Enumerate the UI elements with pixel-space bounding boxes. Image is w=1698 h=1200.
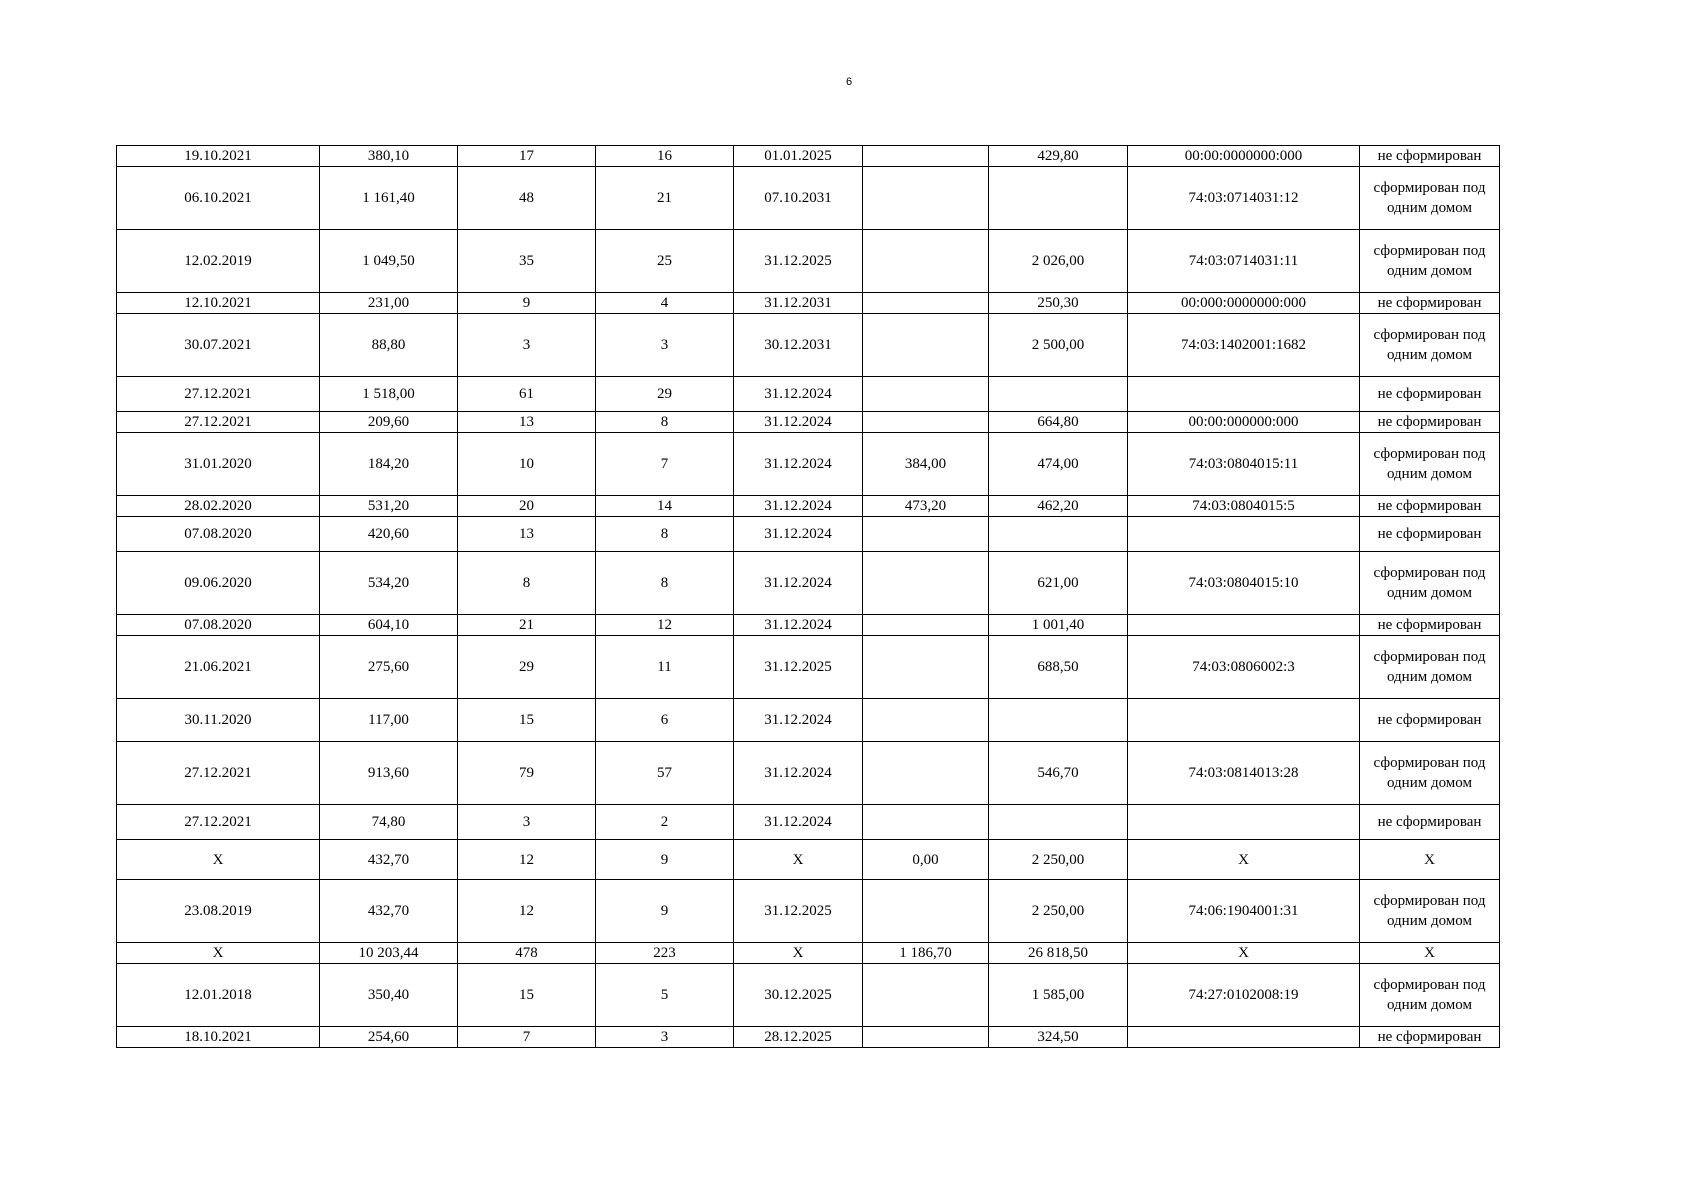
table-cell: 9 (596, 880, 734, 943)
data-table (116, 145, 1500, 1048)
table-cell: сформирован под одним домом (1360, 167, 1500, 230)
table-cell: 27.12.2021 (117, 805, 320, 840)
table-cell: 61 (458, 377, 596, 412)
page-number: 6 (845, 76, 853, 88)
table-cell: 31.12.2024 (734, 742, 863, 805)
table-cell: 380,10 (320, 146, 458, 167)
table-cell: 1 001,40 (989, 615, 1128, 636)
table-cell: 0,00 (863, 840, 989, 880)
table-cell: 35 (458, 230, 596, 293)
table-cell (863, 805, 989, 840)
table-row (117, 805, 1500, 840)
table-cell: 462,20 (989, 496, 1128, 517)
table-cell: 604,10 (320, 615, 458, 636)
table-cell: 31.12.2025 (734, 880, 863, 943)
table-cell (863, 517, 989, 552)
table-cell: 2 250,00 (989, 840, 1128, 880)
table-cell: 20 (458, 496, 596, 517)
table-cell (1128, 805, 1360, 840)
table-cell (863, 377, 989, 412)
table-cell: 31.12.2024 (734, 615, 863, 636)
table-cell: не сформирован (1360, 293, 1500, 314)
table-cell (1128, 699, 1360, 742)
table-cell: 19.10.2021 (117, 146, 320, 167)
table-cell: 1 049,50 (320, 230, 458, 293)
table-cell: 29 (596, 377, 734, 412)
table-cell: 21.06.2021 (117, 636, 320, 699)
table-row (117, 167, 1500, 230)
table-cell (1128, 1027, 1360, 1048)
table-cell: 26 818,50 (989, 943, 1128, 964)
table-cell: 913,60 (320, 742, 458, 805)
table-cell: 57 (596, 742, 734, 805)
table-cell: 30.12.2025 (734, 964, 863, 1027)
table-cell: 534,20 (320, 552, 458, 615)
table-cell: 231,00 (320, 293, 458, 314)
table-cell: 74:03:0806002:3 (1128, 636, 1360, 699)
table-cell: 7 (458, 1027, 596, 1048)
table-cell: 223 (596, 943, 734, 964)
table-cell: 00:00:000000:000 (1128, 412, 1360, 433)
table-cell: сформирован под одним домом (1360, 742, 1500, 805)
table-cell: 79 (458, 742, 596, 805)
table-cell: 1 518,00 (320, 377, 458, 412)
table-cell: 31.01.2020 (117, 433, 320, 496)
table-cell: 6 (596, 699, 734, 742)
table-row (117, 314, 1500, 377)
table-row (117, 943, 1500, 964)
table-cell: 29 (458, 636, 596, 699)
table-cell (863, 699, 989, 742)
table-cell: 432,70 (320, 840, 458, 880)
table-cell: не сформирован (1360, 496, 1500, 517)
table-cell: X (1360, 840, 1500, 880)
table-cell: 31.12.2024 (734, 433, 863, 496)
table-cell: 31.12.2024 (734, 496, 863, 517)
table-cell: 324,50 (989, 1027, 1128, 1048)
table-cell (1128, 517, 1360, 552)
table-cell: 12.01.2018 (117, 964, 320, 1027)
table-cell: 74:03:1402001:1682 (1128, 314, 1360, 377)
table-cell: 12 (458, 880, 596, 943)
table-cell: 250,30 (989, 293, 1128, 314)
table-cell: не сформирован (1360, 412, 1500, 433)
table-cell: не сформирован (1360, 615, 1500, 636)
table-cell (863, 412, 989, 433)
table-cell: сформирован под одним домом (1360, 230, 1500, 293)
table-row (117, 840, 1500, 880)
table-cell: 13 (458, 517, 596, 552)
table-cell: 2 500,00 (989, 314, 1128, 377)
table-cell (989, 167, 1128, 230)
table-cell: 1 161,40 (320, 167, 458, 230)
table-cell: 3 (458, 805, 596, 840)
table-cell: 621,00 (989, 552, 1128, 615)
table-cell: 10 (458, 433, 596, 496)
table-row (117, 552, 1500, 615)
table-cell: 254,60 (320, 1027, 458, 1048)
table-cell: 74:03:0714031:11 (1128, 230, 1360, 293)
table-row (117, 742, 1500, 805)
table-cell (863, 552, 989, 615)
table-cell: 8 (458, 552, 596, 615)
table-cell: 688,50 (989, 636, 1128, 699)
table-cell: 31.12.2024 (734, 552, 863, 615)
table-cell: 16 (596, 146, 734, 167)
table-cell: 11 (596, 636, 734, 699)
table-cell: 06.10.2021 (117, 167, 320, 230)
table-cell: 30.07.2021 (117, 314, 320, 377)
table-cell: X (1360, 943, 1500, 964)
table-cell: 28.02.2020 (117, 496, 320, 517)
table-cell: 17 (458, 146, 596, 167)
table-cell: 8 (596, 517, 734, 552)
table-cell: 31.12.2024 (734, 412, 863, 433)
table-cell (863, 293, 989, 314)
table-cell: 275,60 (320, 636, 458, 699)
table-row (117, 377, 1500, 412)
table-cell (863, 615, 989, 636)
table-cell: 8 (596, 412, 734, 433)
table-cell: 429,80 (989, 146, 1128, 167)
table-cell: X (1128, 943, 1360, 964)
table-row (117, 293, 1500, 314)
table-cell: 474,00 (989, 433, 1128, 496)
table-cell: 350,40 (320, 964, 458, 1027)
table-row (117, 496, 1500, 517)
table-cell: 384,00 (863, 433, 989, 496)
table-cell: 31.12.2024 (734, 377, 863, 412)
table-cell: 00:00:0000000:000 (1128, 146, 1360, 167)
table-cell: 420,60 (320, 517, 458, 552)
table-cell: 31.12.2031 (734, 293, 863, 314)
table-cell: 3 (596, 1027, 734, 1048)
table-cell: сформирован под одним домом (1360, 636, 1500, 699)
table-cell: 117,00 (320, 699, 458, 742)
table-cell: 12.02.2019 (117, 230, 320, 293)
table-cell: 1 585,00 (989, 964, 1128, 1027)
table-cell: сформирован под одним домом (1360, 964, 1500, 1027)
table-cell: 15 (458, 699, 596, 742)
table-cell: не сформирован (1360, 517, 1500, 552)
table-cell: X (734, 840, 863, 880)
table-cell: 18.10.2021 (117, 1027, 320, 1048)
table-cell (863, 1027, 989, 1048)
table-cell: 9 (596, 840, 734, 880)
table-row (117, 636, 1500, 699)
table-cell: 1 186,70 (863, 943, 989, 964)
table-cell: 31.12.2024 (734, 517, 863, 552)
table-cell: 12 (596, 615, 734, 636)
table-cell (989, 377, 1128, 412)
table-row (117, 880, 1500, 943)
table-cell: 21 (596, 167, 734, 230)
table-cell: 15 (458, 964, 596, 1027)
table-cell: 07.10.2031 (734, 167, 863, 230)
table-cell: 30.11.2020 (117, 699, 320, 742)
table-cell: 07.08.2020 (117, 615, 320, 636)
table-cell: 12.10.2021 (117, 293, 320, 314)
table-cell: 21 (458, 615, 596, 636)
table-cell: 07.08.2020 (117, 517, 320, 552)
table-cell: сформирован под одним домом (1360, 552, 1500, 615)
table-row (117, 412, 1500, 433)
table-cell: 664,80 (989, 412, 1128, 433)
table-cell: сформирован под одним домом (1360, 314, 1500, 377)
table-row (117, 1027, 1500, 1048)
table-cell: 3 (596, 314, 734, 377)
table-cell: не сформирован (1360, 699, 1500, 742)
table-cell: 74:03:0804015:11 (1128, 433, 1360, 496)
table-cell: X (117, 840, 320, 880)
table-cell (863, 230, 989, 293)
table-cell: 2 (596, 805, 734, 840)
table-cell: 31.12.2025 (734, 636, 863, 699)
table-cell: 478 (458, 943, 596, 964)
table-row (117, 517, 1500, 552)
table-cell: 5 (596, 964, 734, 1027)
table-cell (863, 964, 989, 1027)
table-row (117, 615, 1500, 636)
table-cell: 27.12.2021 (117, 742, 320, 805)
table-cell (1128, 615, 1360, 636)
table-row (117, 964, 1500, 1027)
table-cell: 30.12.2031 (734, 314, 863, 377)
table-cell (863, 314, 989, 377)
table-row (117, 433, 1500, 496)
table-cell (989, 805, 1128, 840)
table-cell: 531,20 (320, 496, 458, 517)
table-cell: 74:03:0804015:5 (1128, 496, 1360, 517)
table-cell: 09.06.2020 (117, 552, 320, 615)
table-cell (863, 167, 989, 230)
table-cell: 3 (458, 314, 596, 377)
table-cell: 4 (596, 293, 734, 314)
table-cell: 74:03:0804015:10 (1128, 552, 1360, 615)
table-cell: сформирован под одним домом (1360, 880, 1500, 943)
table-cell: 27.12.2021 (117, 377, 320, 412)
table-cell: 2 026,00 (989, 230, 1128, 293)
table-cell: не сформирован (1360, 146, 1500, 167)
table-cell: 432,70 (320, 880, 458, 943)
table-cell: 31.12.2024 (734, 699, 863, 742)
table-cell: 25 (596, 230, 734, 293)
table-cell (863, 742, 989, 805)
table-cell (989, 699, 1128, 742)
table-cell: X (1128, 840, 1360, 880)
table-cell: 546,70 (989, 742, 1128, 805)
table-cell: 8 (596, 552, 734, 615)
table-cell: 31.12.2024 (734, 805, 863, 840)
table-cell: 2 250,00 (989, 880, 1128, 943)
table-cell (1128, 377, 1360, 412)
table-cell: 48 (458, 167, 596, 230)
table-row (117, 230, 1500, 293)
table-cell: 74:03:0814013:28 (1128, 742, 1360, 805)
table-cell: сформирован под одним домом (1360, 433, 1500, 496)
table-cell: 13 (458, 412, 596, 433)
table-cell (863, 636, 989, 699)
table-cell: не сформирован (1360, 377, 1500, 412)
table-cell: 9 (458, 293, 596, 314)
table-row (117, 699, 1500, 742)
table-cell: 27.12.2021 (117, 412, 320, 433)
table-cell: 74:27:0102008:19 (1128, 964, 1360, 1027)
table-cell: 31.12.2025 (734, 230, 863, 293)
table-cell: 74:06:1904001:31 (1128, 880, 1360, 943)
table-cell: 12 (458, 840, 596, 880)
table-cell: 7 (596, 433, 734, 496)
table-cell: не сформирован (1360, 1027, 1500, 1048)
table-cell: 473,20 (863, 496, 989, 517)
table-cell: 23.08.2019 (117, 880, 320, 943)
table-cell: 01.01.2025 (734, 146, 863, 167)
table-cell: 184,20 (320, 433, 458, 496)
table-cell: 88,80 (320, 314, 458, 377)
table-row (117, 146, 1500, 167)
table-cell: 74:03:0714031:12 (1128, 167, 1360, 230)
table-cell (989, 517, 1128, 552)
table-cell: 74,80 (320, 805, 458, 840)
table-cell: 10 203,44 (320, 943, 458, 964)
table-cell: 28.12.2025 (734, 1027, 863, 1048)
table-cell: 209,60 (320, 412, 458, 433)
table-cell: 00:000:0000000:000 (1128, 293, 1360, 314)
table-cell: 14 (596, 496, 734, 517)
table-cell: X (117, 943, 320, 964)
table-cell: X (734, 943, 863, 964)
table-cell (863, 880, 989, 943)
table-cell (863, 146, 989, 167)
table-cell: не сформирован (1360, 805, 1500, 840)
